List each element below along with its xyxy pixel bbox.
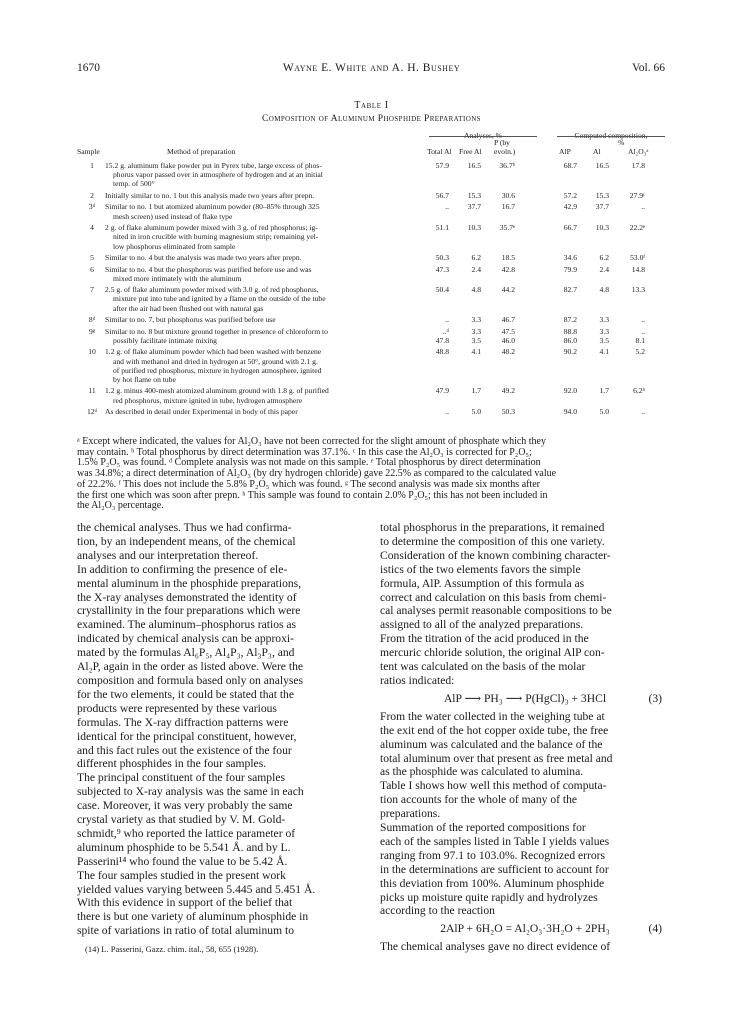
alp-value: 86.0 xyxy=(563,335,577,345)
text-line: aluminum was calculated and the balance of the xyxy=(380,737,603,751)
al-value: 3.5 xyxy=(599,335,609,345)
sample-number: 1 xyxy=(90,161,94,170)
text-line: With this evidence in support of the belief that xyxy=(77,896,293,910)
total-al-value: 51.1 xyxy=(435,223,449,233)
text-line: The four samples studied in the present work xyxy=(77,868,286,882)
text-line: Passerini¹⁴ who found the value to be 5.42 Å. xyxy=(77,854,288,868)
text-line: products were represented by these various xyxy=(77,701,277,715)
text-line: there is but one variety of aluminum phosphide in xyxy=(77,910,309,924)
al2o3-value: .. xyxy=(641,315,645,325)
equation-3-text: AlP ⟶ PH₃ ⟶ P(HgCl)₃ + 3HCl xyxy=(443,691,607,705)
p-evoln-value: 46.0 xyxy=(501,335,515,345)
al2o3-value: 8.1 xyxy=(635,335,645,345)
al-value: 1.7 xyxy=(599,386,609,396)
sample-number: 5 xyxy=(90,253,94,262)
footnote-line: the first one which was soon after prepn. ʰ This sample was found to contain 2.0% P₂O₅; this has not been included in xyxy=(77,489,548,501)
al-value: 4.1 xyxy=(599,347,609,357)
left-column-body xyxy=(77,521,367,938)
text-line: mental aluminum in the phosphide preparations, xyxy=(77,576,302,590)
free-al-value: 3.3 xyxy=(471,315,481,325)
equation-4-text: 2AlP + 6H₂O = Al₂O₃·3H₂O + 2PH₃ xyxy=(440,922,610,936)
footnote-line: may contain. ᵇ Total phosphorus by direct determination was 37.1%. ᶜ In this case the Al₂O₃ is corrected for P₂O₅; xyxy=(77,446,532,458)
text-line: preparations. xyxy=(380,807,441,821)
free-al-value: 2.4 xyxy=(471,264,481,274)
text-line: tion accounts for the whole of many of the xyxy=(380,793,578,807)
text-line: to determine the composition of this one variety. xyxy=(380,534,605,548)
column-header-free-al: Free Al xyxy=(459,147,482,156)
text-line: correct and calculation on this basis from chemi- xyxy=(380,590,607,604)
alp-value: 87.2 xyxy=(563,315,577,325)
text-line: the chemical analyses. Thus we had confirma- xyxy=(77,521,292,534)
alp-value: 90.2 xyxy=(563,347,577,357)
text-line: The chemical analyses gave no direct evidence of xyxy=(380,940,611,954)
al-value: 6.2 xyxy=(599,253,609,262)
al2o3-value: .. xyxy=(641,407,645,417)
volume-label: Vol. 66 xyxy=(631,62,665,74)
sample-number: 7 xyxy=(90,285,94,295)
al-value: 10.3 xyxy=(595,223,609,233)
sample-number: 6 xyxy=(90,264,94,274)
method-line: after the air had been flushed out with natural gas xyxy=(113,303,264,313)
text-line: ranging from 97.1 to 103.0%. Recognized errors xyxy=(380,848,606,862)
method-description xyxy=(105,191,427,200)
text-line: case. Moreover, it was very probably the same xyxy=(77,799,293,813)
p-evoln-value: 16.7 xyxy=(501,202,515,212)
text-line: according to the reaction xyxy=(380,904,495,918)
al2o3-value: 6.2ʰ xyxy=(633,386,645,396)
equation-3 xyxy=(380,692,670,706)
sample-number: 4 xyxy=(90,223,94,233)
table-caption: Composition of Aluminum Phosphide Preparations xyxy=(262,114,481,124)
al2o3-value: 5.2 xyxy=(635,347,645,357)
alp-value: 92.0 xyxy=(563,386,577,396)
footnote-line: of 22.2%. ᶠ This does not include the 5.8% P₂O₅ which was found. ᵍ The second analysis was made six months after xyxy=(77,478,541,490)
text-line: analyses and our interpretation thereof. xyxy=(77,548,259,562)
method-description xyxy=(105,202,427,220)
text-line: the exit end of the hot copper oxide tube, the free xyxy=(380,723,609,737)
text-line: mercuric chloride solution, the original AlP con- xyxy=(380,646,605,660)
table-title: Table I xyxy=(354,100,389,111)
free-al-value: 16.5 xyxy=(467,161,481,170)
total-al-value: .. xyxy=(445,315,449,325)
text-line: From the water collected in the weighing tube at xyxy=(380,709,605,723)
p-evoln-value: 49.2 xyxy=(501,386,515,396)
alp-value: 34.6 xyxy=(563,253,577,262)
method-line: Initially similar to no. 1 but this analysis made two years after prepn. xyxy=(105,190,315,200)
method-line: temp. of 500° xyxy=(113,179,155,189)
al2o3-value: 22.2ᵉ xyxy=(629,223,645,233)
method-description xyxy=(105,265,427,283)
al2o3-value: 17.8 xyxy=(631,161,645,170)
free-al-value: 4.8 xyxy=(471,285,481,295)
alp-value: 57.2 xyxy=(563,190,577,200)
group-header-analyses: Analyses, % xyxy=(464,131,502,140)
al2o3-value: 27.9ᶜ xyxy=(629,190,645,200)
text-line: spite of variations in ratio of total aluminum to xyxy=(77,924,295,938)
equation-4-number: (4) xyxy=(648,922,662,936)
column-header-alp: AlP xyxy=(559,147,571,156)
method-line: 1.2 g. of flake aluminum powder which had been washed with benzene xyxy=(105,347,322,357)
method-line: 2 g. of flake aluminum powder mixed with 3 g. of red phosphorus; ig- xyxy=(105,223,318,233)
method-line: 1.2 g. minus 400-mesh atomized aluminum ground with 1.8 g. of purified xyxy=(105,386,329,396)
p-evoln-value: 36.7ᵇ xyxy=(499,161,515,170)
method-description xyxy=(105,315,427,324)
text-line: tent was calculated on the basis of the molar xyxy=(380,660,586,674)
footnote-line: the Al₂O₃ percentage. xyxy=(77,500,164,512)
free-al-value: 3.3 xyxy=(471,326,481,336)
p-evoln-value: 35.7ᵉ xyxy=(499,223,515,233)
method-line: Similar to no. 1 but atomized aluminum powder (80–85% through 325 xyxy=(105,202,320,212)
total-al-value: 50.4 xyxy=(435,285,449,295)
method-line: phorus vapor passed over in atmosphere of hydrogen and at an initial xyxy=(113,170,323,180)
p-evoln-value: 47.5 xyxy=(501,326,515,336)
p-evoln-value: 30.6 xyxy=(501,190,515,200)
method-line: Similar to no. 4 but the analysis was made two years after prepn. xyxy=(105,253,302,262)
p-evoln-value: 50.3 xyxy=(501,407,515,417)
sample-number: 11 xyxy=(88,386,96,396)
al-value: 3.3 xyxy=(599,315,609,325)
text-line: ratios indicated: xyxy=(380,673,455,687)
method-description xyxy=(105,161,427,189)
text-line: The principal constituent of the four samples xyxy=(77,771,285,785)
group-rule-analyses xyxy=(429,136,537,137)
text-line: picks up moisture quite rapidly and hydrolyzes xyxy=(380,890,598,904)
alp-value: 82.7 xyxy=(563,285,577,295)
page-number: 1670 xyxy=(77,62,100,74)
method-line: and with methanol and dried in hydrogen at 50°, ground with 2.1 g. xyxy=(113,356,318,366)
text-line: identical for the principal constituent, however, xyxy=(77,729,297,743)
column-header-sample: Sample xyxy=(77,147,100,156)
right-column-body-b xyxy=(380,710,670,919)
text-line: mated by the formulas Al₆P₅, Al₄P₃, Al₃P₃, and xyxy=(77,646,295,660)
text-line: schmidt,⁹ who reported the lattice parameter of xyxy=(77,826,296,840)
group-header-computed: Computed composition, xyxy=(574,131,648,140)
total-al-value: 47.9 xyxy=(435,386,449,396)
total-al-value: 57.9 xyxy=(435,161,449,170)
free-al-value: 5.0 xyxy=(471,407,481,417)
method-line: As described in detail under Experimental in body of this paper xyxy=(105,407,298,417)
text-line: Table I shows how well this method of computa- xyxy=(380,779,607,793)
total-al-value: 50.3 xyxy=(435,253,449,262)
alp-value: 66.7 xyxy=(563,223,577,233)
text-line: the X-ray analyses demonstrated the identity of xyxy=(77,590,297,604)
method-line: mixed more intimately with the aluminum xyxy=(113,273,242,283)
free-al-value: 10.3 xyxy=(467,223,481,233)
method-line: by hot flame on tube xyxy=(113,374,176,384)
method-description xyxy=(105,386,427,404)
text-line: composition and formula based only on analyses xyxy=(77,673,304,687)
column-header-total-al: Total Al xyxy=(427,147,452,156)
text-line: crystallinity in the four preparations which were xyxy=(77,604,301,618)
al-value: 16.5 xyxy=(595,161,609,170)
text-line: and this fact rules out the existence of the four xyxy=(77,743,292,757)
al2o3-value: 53.0ᶠ xyxy=(630,253,645,262)
sample-number: 2 xyxy=(90,190,94,200)
al-value: 37.7 xyxy=(595,202,609,212)
text-line: indicated by chemical analysis can be approxi- xyxy=(77,632,294,646)
text-line: formula, AlP. Assumption of this formula as xyxy=(380,576,585,590)
right-column-body-c xyxy=(380,940,670,954)
alp-value: 42.9 xyxy=(563,202,577,212)
text-line: Al₂P, again in the order as listed above. Were the xyxy=(77,660,304,674)
footnote-line: ᵃ Except where indicated, the values for Al₂O₃ have not been corrected for the slight amount of phosphate which they xyxy=(77,436,546,447)
text-line: From the titration of the acid produced in the xyxy=(380,632,589,646)
sample-number: 12ᵈ xyxy=(87,407,97,417)
text-line: as the phosphide was calculated to alumina. xyxy=(380,765,584,779)
alp-value: 94.0 xyxy=(563,407,577,417)
total-al-value: 48.8 xyxy=(435,347,449,357)
sample-number: 3ᵈ xyxy=(88,202,96,212)
text-line: crystal variety as that studied by V. M. Gold- xyxy=(77,813,286,827)
al-value: 4.8 xyxy=(599,285,609,295)
al2o3-value: 13.3 xyxy=(631,285,645,295)
right-column-body-a xyxy=(380,521,670,688)
text-line: formulas. The X-ray diffraction patterns were xyxy=(77,715,289,729)
free-al-value: 3.5 xyxy=(471,335,481,345)
free-al-value: 15.3 xyxy=(467,190,481,200)
left-text-column xyxy=(77,521,367,957)
method-line: nited in iron crucible with burning magnesium strip; remaining yel- xyxy=(113,232,319,242)
method-line: low phosphorus eliminated from sample xyxy=(113,241,236,251)
p-evoln-value: 18.5 xyxy=(501,253,515,262)
method-description xyxy=(105,347,427,384)
text-line: cal analyses permit reasonable compositions to be xyxy=(380,604,612,618)
text-line: for the two elements, it could be stated that the xyxy=(77,687,294,701)
alp-value: 68.7 xyxy=(563,161,577,170)
total-al-value: 47.8 xyxy=(435,335,449,345)
table-footnotes xyxy=(77,437,667,512)
text-line: Summation of the reported compositions for xyxy=(380,821,586,835)
column-header-al: Al xyxy=(593,147,601,156)
alp-value: 79.9 xyxy=(563,264,577,274)
method-description xyxy=(105,223,427,251)
text-line: in the determinations are sufficient to account for xyxy=(380,862,609,876)
method-line: red phosphorus, mixture ignited in tube, hydrogen atmosphere xyxy=(113,395,303,405)
p-evoln-value: 42.8 xyxy=(501,264,515,274)
method-line: possibly facilitate intimate mixing xyxy=(113,335,217,345)
running-header-authors: Wayne E. White and A. H. Bushey xyxy=(282,62,461,74)
footnote-line: 1.5% P₂O₅ was found. ᵈ Complete analysis was not made on this sample. ᵉ Total phosphorus by direct determination xyxy=(77,457,541,469)
al-value: 5.0 xyxy=(599,407,609,417)
p-evoln-value: 46.7 xyxy=(501,315,515,325)
method-line: 2.5 g. of flake aluminum powder mixed with 3.0 g. of red phosphorus, xyxy=(105,285,319,295)
alp-value: 88.8 xyxy=(563,326,577,336)
total-al-value: .. xyxy=(445,407,449,417)
computed-percent-label: % xyxy=(618,138,625,147)
method-line: Similar to no. 4 but the phosphorus was purified before use and was xyxy=(105,264,312,274)
column-header-al2o3: Al₂O₃ᵃ xyxy=(628,147,649,156)
total-al-value: 47.3 xyxy=(435,264,449,274)
method-line: of purified red phosphorus, mixture in hydrogen atmosphere, ignited xyxy=(113,365,322,375)
footnote-line: was 34.8%; a direct determination of Al₂O₃ (by dry hydrogen chloride) gave 22.5% as compared to the calculated value xyxy=(77,468,557,480)
text-line: assigned to all of the analyzed preparations. xyxy=(380,618,584,632)
p-by-label: P (by xyxy=(494,138,510,147)
text-line: this deviation from 100%. Aluminum phosphide xyxy=(380,876,605,890)
al2o3-value: .. xyxy=(641,202,645,212)
text-line: tion, by an independent means, of the chemical xyxy=(77,534,296,548)
equation-3-number: (3) xyxy=(648,691,662,705)
text-line: subjected to X-ray analysis was the same in each xyxy=(77,785,304,799)
method-line: mesh screen) used instead of flake type xyxy=(113,211,233,221)
method-line: Similar to no. 7, but phosphorus was purified before use xyxy=(105,315,276,325)
text-line: yielded values varying between 5.445 and 5.451 Å. xyxy=(77,882,316,896)
text-line: total phosphorus in the preparations, it remained xyxy=(380,521,605,534)
p-evoln-value: 44.2 xyxy=(501,285,515,295)
al-value: 15.3 xyxy=(595,190,609,200)
text-line: istics of the two elements favors the simple xyxy=(380,562,581,576)
total-al-value: 56.7 xyxy=(435,190,449,200)
text-line: examined. The aluminum–phosphorus ratios as xyxy=(77,618,297,632)
method-description xyxy=(105,327,427,345)
free-al-value: 4.1 xyxy=(471,347,481,357)
sample-number: 8ᵈ xyxy=(88,315,96,325)
free-al-value: 1.7 xyxy=(471,386,481,396)
column-header-p-evoln: evoln.) xyxy=(494,147,516,156)
method-line: Similar to no. 8 but mixture ground together in presence of chloroform to xyxy=(105,326,328,336)
al-value: 2.4 xyxy=(599,264,609,274)
text-line: total aluminum over that present as free metal and xyxy=(380,751,613,765)
sample-number: 9ᵍ xyxy=(88,326,96,336)
equation-4 xyxy=(380,922,670,936)
total-al-value: ..ᵈ xyxy=(442,326,449,336)
text-line: different phosphides in the four samples. xyxy=(77,757,267,771)
al2o3-value: .. xyxy=(641,326,645,336)
column-header-method: Method of preparation xyxy=(167,147,236,156)
text-line: Consideration of the known combining character- xyxy=(380,548,611,562)
p-evoln-value: 48.2 xyxy=(501,347,515,357)
method-description xyxy=(105,407,427,416)
free-al-value: 6.2 xyxy=(471,253,481,262)
text-line: each of the samples listed in Table I yields values xyxy=(380,834,610,848)
text-line: In addition to confirming the presence of ele- xyxy=(77,562,288,576)
al2o3-value: 14.8 xyxy=(631,264,645,274)
reference-14: (14) L. Passerini, Gazz. chim. ital., 58, 655 (1928). xyxy=(85,944,259,955)
method-line: mixture put into tube and ignited by a flame on the outside of the tube xyxy=(113,294,326,304)
group-rule-computed xyxy=(557,136,665,137)
method-line: 15.2 g. aluminum flake powder put in Pyrex tube, large excess of phos- xyxy=(105,161,322,170)
right-text-column xyxy=(380,521,670,954)
total-al-value: .. xyxy=(445,202,449,212)
sample-number: 10 xyxy=(88,347,96,357)
method-description xyxy=(105,285,427,313)
method-description xyxy=(105,253,427,262)
al-value: 3.3 xyxy=(599,326,609,336)
text-line: aluminum phosphide to be 5.541 Å. and by L. xyxy=(77,840,291,854)
free-al-value: 37.7 xyxy=(467,202,481,212)
